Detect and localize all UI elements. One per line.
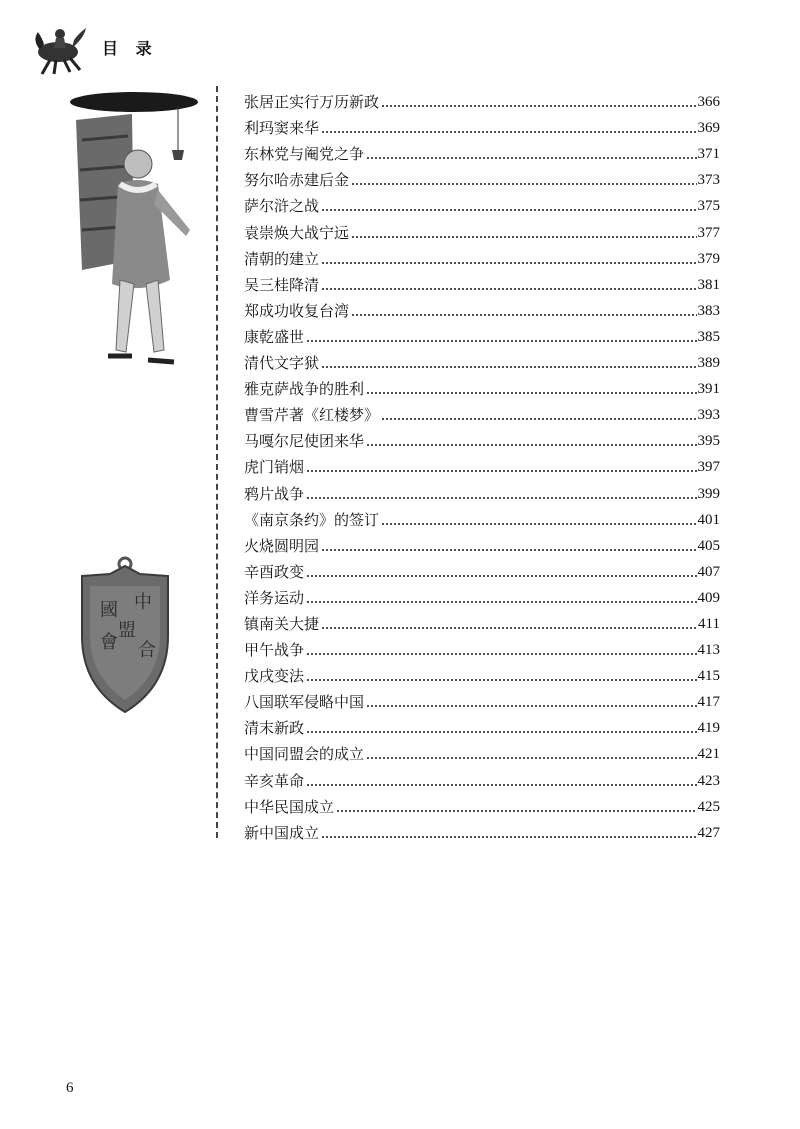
toc-entry-page: 413	[697, 642, 720, 659]
toc-entry-title: 新中国成立	[244, 823, 320, 842]
toc-entry-title: 清末新政	[244, 719, 305, 738]
toc-entry[interactable]	[244, 634, 720, 660]
page-number: 6	[66, 1080, 74, 1096]
toc-entry[interactable]	[244, 86, 720, 112]
toc-entry-title: 郑成功收复台湾	[244, 301, 350, 320]
toc-entry[interactable]	[244, 504, 720, 530]
dot-leader	[306, 730, 696, 734]
dot-leader	[306, 783, 696, 787]
toc-entry-page: 377	[697, 224, 720, 241]
dot-leader	[351, 235, 696, 239]
toc-entry-page: 425	[697, 798, 720, 815]
toc-entry[interactable]	[244, 582, 720, 608]
svg-text:合: 合	[138, 640, 156, 661]
toc-entry-page: 393	[697, 407, 720, 424]
toc-entry-title: 袁崇焕大战宁远	[244, 223, 350, 242]
dot-leader	[306, 574, 696, 578]
toc-entry-page: 385	[697, 328, 720, 345]
toc-entry-title: 张居正实行万历新政	[244, 93, 380, 112]
toc-entry-page: 423	[697, 772, 720, 789]
toc-entry[interactable]	[244, 477, 720, 503]
toc-entry-title: 曹雪芹著《红楼梦》	[244, 406, 380, 425]
toc-entry-title: 戊戌变法	[244, 667, 305, 686]
dot-leader	[336, 809, 696, 813]
toc-entry-title: 萨尔浒之战	[244, 197, 320, 216]
toc-entry-title: 辛酉政变	[244, 562, 305, 581]
dot-leader	[306, 339, 696, 343]
dot-leader	[381, 417, 696, 421]
toc-entry-title: 中国同盟会的成立	[244, 745, 365, 764]
toc-entry-page: 369	[697, 120, 720, 137]
toc-entry[interactable]	[244, 112, 720, 138]
toc-entry[interactable]	[244, 686, 720, 712]
dot-leader	[321, 287, 696, 291]
toc-entry[interactable]	[244, 712, 720, 738]
dot-leader	[351, 182, 696, 186]
toc-entry-title: 马嘎尔尼使团来华	[244, 432, 365, 451]
dot-leader	[351, 313, 696, 317]
toc-entry-page: 421	[697, 746, 720, 763]
toc-entry[interactable]	[244, 791, 720, 817]
toc-entry-page: 407	[697, 563, 720, 580]
toc-entry-title: 辛亥革命	[244, 771, 305, 790]
toc-entry-title: 康乾盛世	[244, 327, 305, 346]
toc-entry-title: 火烧圆明园	[244, 536, 320, 555]
svg-text:會: 會	[100, 632, 118, 653]
toc-entry-page: 415	[697, 668, 720, 685]
toc-entry-title: 利玛窦来华	[244, 119, 320, 138]
dot-leader	[321, 835, 696, 839]
dot-leader	[366, 391, 696, 395]
toc-entry-page: 419	[697, 720, 720, 737]
toc-entry-page: 397	[697, 459, 720, 476]
toc-entry[interactable]	[244, 321, 720, 347]
dot-leader	[306, 496, 696, 500]
header-title: 目 录	[102, 39, 158, 58]
toc-entry-title: 清朝的建立	[244, 249, 320, 268]
dot-leader	[321, 365, 696, 369]
dot-leader	[381, 104, 696, 108]
toc-entry[interactable]	[244, 556, 720, 582]
dot-leader	[306, 678, 696, 682]
toc-entry-title: 《南京条约》的签订	[244, 510, 380, 529]
toc-entry-title: 东林党与阉党之争	[244, 145, 365, 164]
svg-text:國: 國	[100, 600, 118, 621]
svg-text:盟: 盟	[118, 620, 136, 641]
dot-leader	[381, 522, 696, 526]
toc-entry-page: 383	[697, 302, 720, 319]
toc-entry-page: 379	[697, 250, 720, 267]
toc-entry-title: 雅克萨战争的胜利	[244, 380, 365, 399]
toc-entry[interactable]	[244, 530, 720, 556]
toc-entry[interactable]	[244, 764, 720, 790]
toc-entry-title: 清代文字狱	[244, 354, 320, 373]
toc-entry[interactable]	[244, 738, 720, 764]
toc-entry-page: 409	[697, 589, 720, 606]
toc-entry-page: 381	[697, 276, 720, 293]
toc-entry-title: 吴三桂降清	[244, 275, 320, 294]
monk-traveler-icon	[62, 80, 212, 380]
toc-entry[interactable]	[244, 243, 720, 269]
shield-badge-icon	[70, 556, 180, 716]
toc-entry-page: 366	[697, 94, 720, 111]
dashed-divider	[216, 86, 218, 838]
toc-entry-title: 鸦片战争	[244, 484, 305, 503]
toc-entry[interactable]	[244, 608, 720, 634]
dot-leader	[321, 208, 696, 212]
toc-entry-page: 389	[697, 355, 720, 372]
dot-leader	[321, 548, 696, 552]
toc-entry-page: 391	[697, 381, 720, 398]
toc-entry-title: 洋务运动	[244, 588, 305, 607]
toc-entry[interactable]	[244, 295, 720, 321]
dot-leader	[366, 443, 696, 447]
dot-leader	[306, 652, 696, 656]
dot-leader	[366, 756, 696, 760]
toc-entry-page: 417	[697, 694, 720, 711]
toc-entry-title: 中华民国成立	[244, 797, 335, 816]
toc-entry[interactable]	[244, 164, 720, 190]
toc-entry[interactable]	[244, 138, 720, 164]
toc-entry-title: 八国联军侵略中国	[244, 693, 365, 712]
dot-leader	[366, 156, 696, 160]
table-of-contents	[244, 86, 720, 843]
toc-entry[interactable]	[244, 347, 720, 373]
dot-leader	[366, 704, 696, 708]
dot-leader	[321, 130, 696, 134]
toc-entry-title: 甲午战争	[244, 641, 305, 660]
toc-entry[interactable]	[244, 425, 720, 451]
toc-entry-page: 373	[697, 172, 720, 189]
toc-entry[interactable]	[244, 660, 720, 686]
dot-leader	[321, 626, 697, 630]
dot-leader	[306, 469, 696, 473]
horse-rider-icon	[28, 20, 90, 76]
toc-entry-title: 虎门销烟	[244, 458, 305, 477]
toc-entry-page: 399	[697, 485, 720, 502]
toc-entry-page: 411	[698, 615, 720, 632]
toc-entry-page: 401	[697, 511, 720, 528]
toc-entry-page: 371	[697, 146, 720, 163]
toc-entry-page: 427	[697, 824, 720, 841]
toc-entry[interactable]	[244, 399, 720, 425]
toc-entry[interactable]	[244, 373, 720, 399]
toc-entry-page: 395	[697, 433, 720, 450]
svg-text:中: 中	[134, 592, 152, 613]
toc-entry-page: 405	[697, 537, 720, 554]
toc-entry[interactable]	[244, 817, 720, 843]
toc-entry[interactable]	[244, 216, 720, 242]
page-header	[28, 20, 228, 80]
toc-entry-title: 镇南关大捷	[244, 614, 320, 633]
toc-entry-page: 375	[697, 198, 720, 215]
toc-entry[interactable]	[244, 269, 720, 295]
toc-entry[interactable]	[244, 190, 720, 216]
toc-entry[interactable]	[244, 451, 720, 477]
dot-leader	[306, 600, 696, 604]
toc-entry-title: 努尔哈赤建后金	[244, 171, 350, 190]
dot-leader	[321, 261, 696, 265]
